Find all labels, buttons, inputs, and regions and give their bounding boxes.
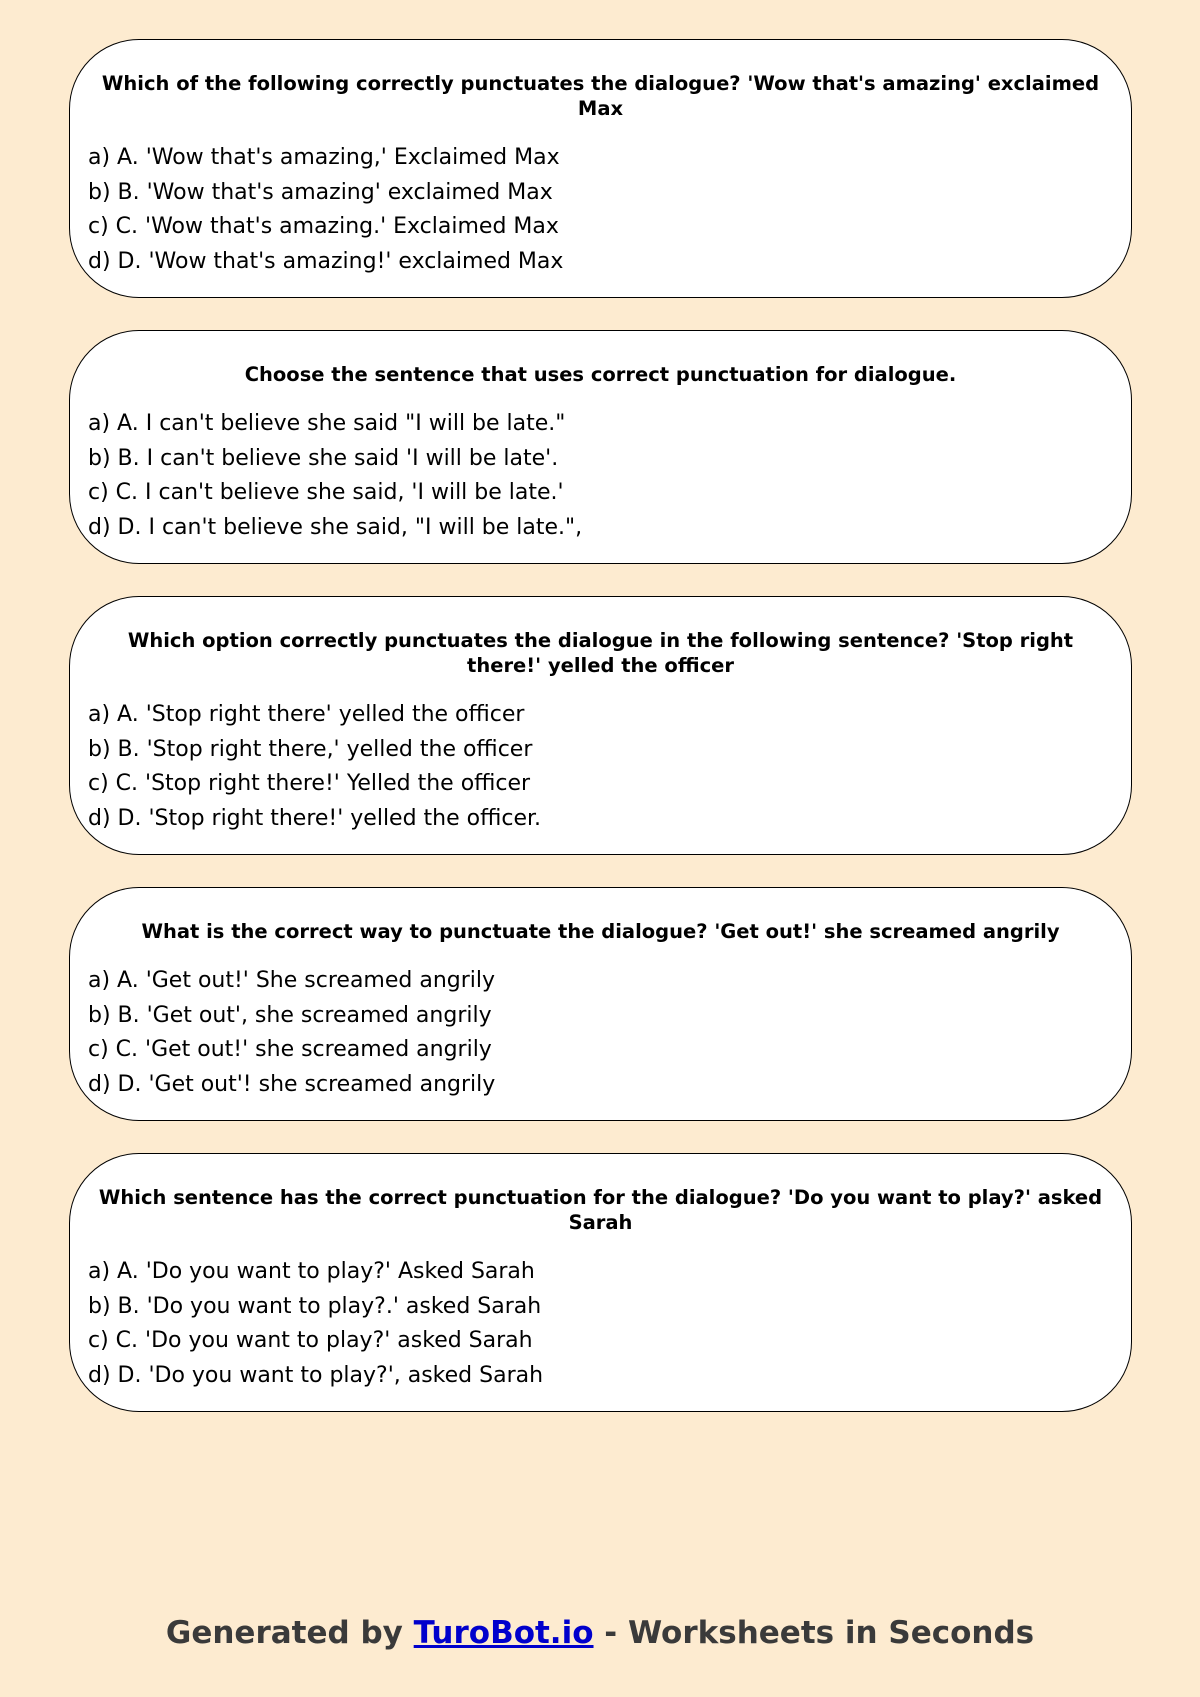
option-c: c) C. 'Wow that's amazing.' Exclaimed Max — [88, 214, 559, 239]
question-card-4 — [69, 887, 1132, 1121]
question-text: Which sentence has the correct punctuation for the dialogue? 'Do you want to play?' asked Sarah — [98, 1186, 1103, 1234]
option-d: d) D. 'Wow that's amazing!' exclaimed Max — [88, 248, 564, 274]
worksheet — [69, 39, 1132, 1444]
footer-credit — [0, 1615, 1200, 1651]
question-text: Which of the following correctly punctuates the dialogue? 'Wow that's amazing' exclaimed Max — [101, 72, 1100, 120]
option-b: b) B. 'Stop right there,' yelled the officer — [88, 736, 533, 762]
option-c: c) C. 'Do you want to play?' asked Sarah — [88, 1328, 533, 1353]
option-d: d) D. 'Stop right there!' yelled the officer. — [88, 805, 542, 831]
option-a: a) A. 'Wow that's amazing,' Exclaimed Max — [88, 145, 560, 170]
footer-prefix: Generated by — [165, 1615, 414, 1651]
question-text: Which option correctly punctuates the dialogue in the following sentence? 'Stop right there!' yelled the officer — [127, 629, 1074, 677]
option-d: d) D. I can't believe she said, "I will be late.", — [88, 514, 583, 540]
option-list — [88, 407, 1113, 545]
option-b: b) B. I can't believe she said 'I will be late'. — [88, 445, 559, 471]
option-list — [88, 698, 1113, 836]
option-b: b) B. 'Get out', she screamed angrily — [88, 1002, 492, 1028]
option-b: b) B. 'Wow that's amazing' exclaimed Max — [88, 179, 553, 205]
question-card-3 — [69, 596, 1132, 855]
option-c: c) C. 'Get out!' she screamed angrily — [88, 1037, 492, 1062]
option-a: a) A. 'Do you want to play?' Asked Sarah — [88, 1259, 535, 1284]
option-c: c) C. 'Stop right there!' Yelled the officer — [88, 771, 531, 796]
option-list — [88, 141, 1113, 279]
question-card-1 — [69, 39, 1132, 298]
option-d: d) D. 'Get out'! she screamed angrily — [88, 1071, 496, 1097]
option-list — [88, 1255, 1113, 1393]
question-text: What is the correct way to punctuate the dialogue? 'Get out!' she screamed angrily — [141, 920, 1060, 943]
option-b: b) B. 'Do you want to play?.' asked Sarah — [88, 1293, 542, 1319]
option-a: a) A. 'Get out!' She screamed angrily — [88, 968, 496, 993]
question-card-2 — [69, 330, 1132, 564]
question-text: Choose the sentence that uses correct punctuation for dialogue. — [244, 363, 957, 386]
option-c: c) C. I can't believe she said, 'I will be late.' — [88, 480, 564, 505]
option-a: a) A. I can't believe she said "I will be late." — [88, 411, 566, 436]
option-list — [88, 964, 1113, 1102]
option-d: d) D. 'Do you want to play?', asked Sarah — [88, 1362, 544, 1388]
turobot-link[interactable]: TuroBot.io — [413, 1615, 594, 1651]
option-a: a) A. 'Stop right there' yelled the officer — [88, 702, 525, 727]
footer-suffix: - Worksheets in Seconds — [593, 1615, 1035, 1651]
question-card-5 — [69, 1153, 1132, 1412]
